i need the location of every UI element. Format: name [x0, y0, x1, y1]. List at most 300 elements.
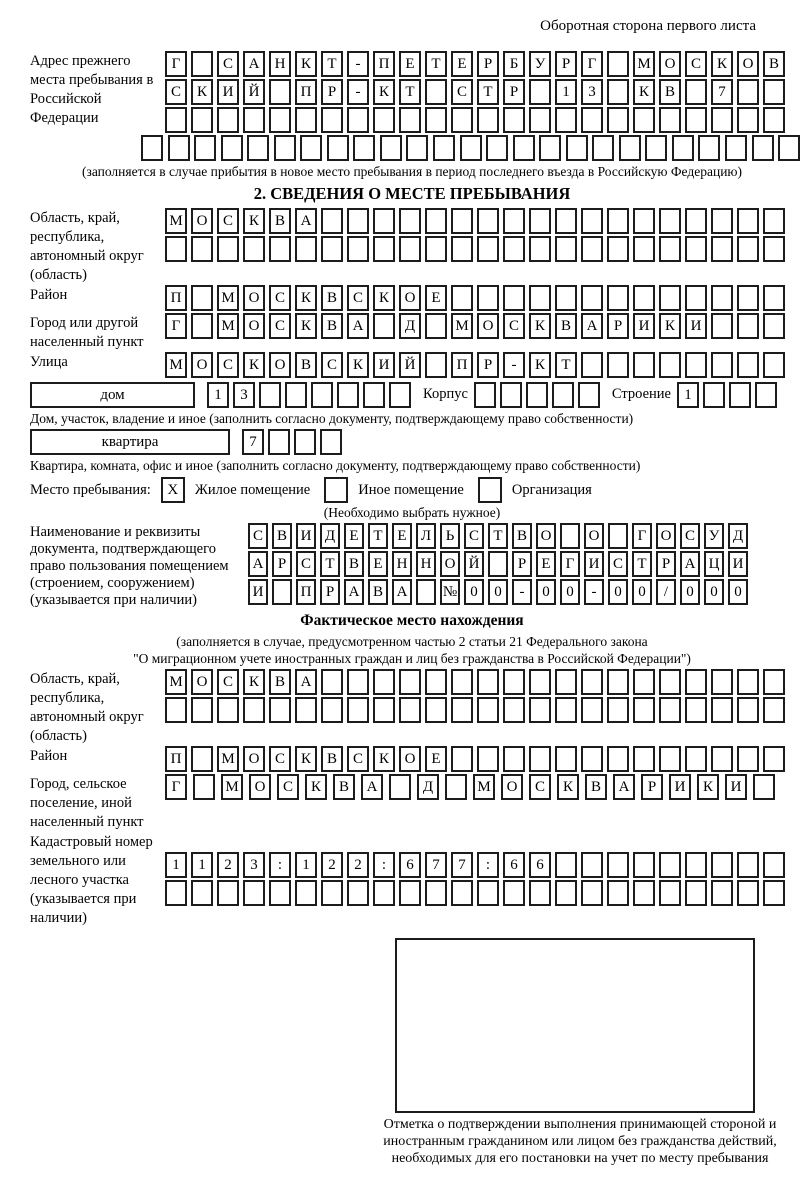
char-box[interactable]: С [269, 313, 291, 339]
char-box[interactable] [269, 880, 291, 906]
char-box[interactable] [711, 208, 733, 234]
char-box[interactable] [763, 79, 785, 105]
char-box[interactable]: С [347, 746, 369, 772]
char-box[interactable] [269, 236, 291, 262]
char-box[interactable]: С [217, 208, 239, 234]
char-box[interactable]: Й [243, 79, 265, 105]
char-box[interactable] [659, 880, 681, 906]
char-box[interactable] [529, 746, 551, 772]
char-box[interactable] [607, 107, 629, 133]
char-box[interactable] [513, 135, 535, 161]
char-box[interactable]: 2 [347, 852, 369, 878]
char-box[interactable] [451, 697, 473, 723]
char-box[interactable] [633, 697, 655, 723]
char-box[interactable] [711, 669, 733, 695]
char-box[interactable] [399, 880, 421, 906]
char-box[interactable]: О [399, 746, 421, 772]
char-box[interactable]: Ь [440, 523, 460, 549]
char-box[interactable]: Е [425, 746, 447, 772]
char-box[interactable] [425, 107, 447, 133]
char-box[interactable] [581, 880, 603, 906]
char-box[interactable]: О [191, 669, 213, 695]
char-box[interactable]: Й [464, 551, 484, 577]
char-box[interactable] [659, 697, 681, 723]
char-box[interactable]: - [503, 352, 525, 378]
char-box[interactable]: : [477, 852, 499, 878]
char-box[interactable]: Е [451, 51, 473, 77]
char-box[interactable] [581, 208, 603, 234]
char-box[interactable] [425, 79, 447, 105]
char-box[interactable] [581, 236, 603, 262]
char-box[interactable]: К [373, 79, 395, 105]
char-box[interactable]: 6 [399, 852, 421, 878]
char-box[interactable]: К [305, 774, 327, 800]
char-box[interactable] [451, 236, 473, 262]
char-box[interactable]: О [243, 285, 265, 311]
char-box[interactable]: 3 [233, 382, 255, 408]
char-box[interactable] [633, 746, 655, 772]
char-box[interactable] [755, 382, 777, 408]
char-box[interactable]: И [373, 352, 395, 378]
char-box[interactable]: 1 [677, 382, 699, 408]
char-box[interactable]: М [217, 285, 239, 311]
char-box[interactable] [477, 107, 499, 133]
char-box[interactable] [763, 880, 785, 906]
char-box[interactable] [433, 135, 455, 161]
char-box[interactable] [737, 79, 759, 105]
char-box[interactable] [607, 852, 629, 878]
char-box[interactable] [552, 382, 574, 408]
char-box[interactable]: К [659, 313, 681, 339]
char-box[interactable] [633, 236, 655, 262]
char-box[interactable] [619, 135, 641, 161]
char-box[interactable]: 0 [704, 579, 724, 605]
char-box[interactable]: К [243, 669, 265, 695]
char-box[interactable] [474, 382, 496, 408]
char-box[interactable]: - [347, 79, 369, 105]
char-box[interactable] [399, 669, 421, 695]
char-box[interactable]: Д [417, 774, 439, 800]
char-box[interactable] [217, 880, 239, 906]
char-box[interactable] [500, 382, 522, 408]
char-box[interactable]: Е [368, 551, 388, 577]
char-box[interactable]: М [451, 313, 473, 339]
char-box[interactable]: 0 [632, 579, 652, 605]
char-box[interactable] [165, 697, 187, 723]
char-box[interactable]: В [368, 579, 388, 605]
char-box[interactable]: С [217, 51, 239, 77]
char-box[interactable] [633, 208, 655, 234]
char-box[interactable] [560, 523, 580, 549]
char-box[interactable] [486, 135, 508, 161]
char-box[interactable] [555, 236, 577, 262]
char-box[interactable]: - [512, 579, 532, 605]
char-box[interactable] [566, 135, 588, 161]
char-box[interactable] [274, 135, 296, 161]
char-box[interactable] [451, 208, 473, 234]
char-box[interactable]: К [529, 313, 551, 339]
char-box[interactable] [217, 697, 239, 723]
char-box[interactable] [711, 746, 733, 772]
char-box[interactable] [633, 669, 655, 695]
char-box[interactable] [477, 285, 499, 311]
char-box[interactable] [373, 697, 395, 723]
char-box[interactable] [503, 285, 525, 311]
char-box[interactable]: О [243, 746, 265, 772]
char-box[interactable] [347, 880, 369, 906]
char-box[interactable] [607, 352, 629, 378]
char-box[interactable] [529, 880, 551, 906]
char-box[interactable] [191, 236, 213, 262]
char-box[interactable] [659, 852, 681, 878]
char-box[interactable]: 1 [165, 852, 187, 878]
char-box[interactable]: 0 [680, 579, 700, 605]
char-box[interactable] [373, 313, 395, 339]
char-box[interactable] [778, 135, 800, 161]
char-box[interactable]: Д [320, 523, 340, 549]
char-box[interactable] [272, 579, 292, 605]
char-box[interactable] [425, 313, 447, 339]
char-box[interactable]: О [656, 523, 676, 549]
char-box[interactable]: М [217, 313, 239, 339]
char-box[interactable] [347, 669, 369, 695]
char-box[interactable] [337, 382, 359, 408]
char-box[interactable] [425, 208, 447, 234]
char-box[interactable]: А [243, 51, 265, 77]
char-box[interactable] [477, 669, 499, 695]
char-box[interactable] [451, 880, 473, 906]
char-box[interactable]: В [321, 313, 343, 339]
char-box[interactable]: К [347, 352, 369, 378]
char-box[interactable]: В [321, 746, 343, 772]
char-box[interactable] [295, 880, 317, 906]
char-box[interactable]: О [501, 774, 523, 800]
char-box[interactable] [607, 79, 629, 105]
char-box[interactable] [555, 107, 577, 133]
char-box[interactable] [321, 208, 343, 234]
char-box[interactable] [529, 669, 551, 695]
char-box[interactable] [555, 208, 577, 234]
char-box[interactable] [165, 236, 187, 262]
char-box[interactable] [633, 107, 655, 133]
char-box[interactable]: 7 [425, 852, 447, 878]
char-box[interactable]: Т [555, 352, 577, 378]
char-box[interactable] [243, 107, 265, 133]
char-box[interactable]: М [221, 774, 243, 800]
char-box[interactable] [399, 697, 421, 723]
char-box[interactable] [425, 880, 447, 906]
char-box[interactable]: И [633, 313, 655, 339]
char-box[interactable]: А [581, 313, 603, 339]
char-box[interactable] [399, 208, 421, 234]
char-box[interactable] [373, 208, 395, 234]
char-box[interactable]: Т [368, 523, 388, 549]
char-box[interactable] [711, 352, 733, 378]
char-box[interactable] [737, 746, 759, 772]
char-box[interactable] [763, 852, 785, 878]
char-box[interactable]: С [680, 523, 700, 549]
char-box[interactable] [529, 697, 551, 723]
char-box[interactable] [763, 352, 785, 378]
char-box[interactable]: П [451, 352, 473, 378]
char-box[interactable] [425, 236, 447, 262]
char-box[interactable] [529, 107, 551, 133]
char-box[interactable] [347, 208, 369, 234]
char-box[interactable] [763, 669, 785, 695]
char-box[interactable]: 3 [243, 852, 265, 878]
char-box[interactable] [659, 285, 681, 311]
char-box[interactable]: Р [641, 774, 663, 800]
char-box[interactable] [711, 285, 733, 311]
char-box[interactable] [194, 135, 216, 161]
char-box[interactable] [165, 880, 187, 906]
char-box[interactable] [659, 236, 681, 262]
char-box[interactable]: 0 [488, 579, 508, 605]
char-box[interactable] [191, 107, 213, 133]
char-box[interactable]: В [512, 523, 532, 549]
char-box[interactable] [389, 774, 411, 800]
char-box[interactable]: С [347, 285, 369, 311]
char-box[interactable]: 1 [555, 79, 577, 105]
char-box[interactable]: М [217, 746, 239, 772]
char-box[interactable] [268, 429, 290, 455]
char-box[interactable]: М [165, 208, 187, 234]
char-box[interactable]: Н [269, 51, 291, 77]
char-box[interactable] [300, 135, 322, 161]
char-box[interactable] [685, 880, 707, 906]
char-box[interactable]: Р [607, 313, 629, 339]
char-box[interactable]: К [697, 774, 719, 800]
char-box[interactable]: М [473, 774, 495, 800]
char-box[interactable] [503, 208, 525, 234]
char-box[interactable] [711, 313, 733, 339]
char-box[interactable]: К [295, 746, 317, 772]
char-box[interactable] [477, 697, 499, 723]
char-box[interactable]: П [295, 79, 317, 105]
char-box[interactable]: 0 [560, 579, 580, 605]
char-box[interactable] [451, 107, 473, 133]
char-box[interactable] [141, 135, 163, 161]
char-box[interactable] [399, 236, 421, 262]
char-box[interactable]: 6 [529, 852, 551, 878]
char-box[interactable]: М [165, 669, 187, 695]
char-box[interactable] [363, 382, 385, 408]
char-box[interactable]: 7 [711, 79, 733, 105]
char-box[interactable]: Н [416, 551, 436, 577]
char-box[interactable]: Е [344, 523, 364, 549]
char-box[interactable] [373, 236, 395, 262]
char-box[interactable]: 7 [242, 429, 264, 455]
char-box[interactable]: Р [321, 79, 343, 105]
char-box[interactable]: 1 [207, 382, 229, 408]
char-box[interactable]: У [529, 51, 551, 77]
char-box[interactable]: Т [321, 51, 343, 77]
char-box[interactable]: Л [416, 523, 436, 549]
char-box[interactable] [672, 135, 694, 161]
char-box[interactable]: Р [512, 551, 532, 577]
char-box[interactable] [451, 285, 473, 311]
char-box[interactable] [763, 697, 785, 723]
char-box[interactable] [503, 236, 525, 262]
char-box[interactable] [737, 880, 759, 906]
char-box[interactable] [503, 697, 525, 723]
char-box[interactable] [406, 135, 428, 161]
char-box[interactable]: № [440, 579, 460, 605]
char-box[interactable] [581, 746, 603, 772]
char-box[interactable]: Т [632, 551, 652, 577]
char-box[interactable]: - [347, 51, 369, 77]
char-box[interactable]: К [191, 79, 213, 105]
char-box[interactable]: В [321, 285, 343, 311]
char-box[interactable] [353, 135, 375, 161]
char-box[interactable] [763, 313, 785, 339]
char-box[interactable] [555, 852, 577, 878]
char-box[interactable] [477, 880, 499, 906]
char-box[interactable] [555, 669, 577, 695]
char-box[interactable] [191, 313, 213, 339]
char-box[interactable]: А [392, 579, 412, 605]
char-box[interactable]: С [503, 313, 525, 339]
char-box[interactable] [581, 352, 603, 378]
char-box[interactable] [763, 208, 785, 234]
char-box[interactable] [737, 236, 759, 262]
char-box[interactable] [763, 746, 785, 772]
char-box[interactable]: 0 [536, 579, 556, 605]
char-box[interactable] [581, 107, 603, 133]
char-box[interactable]: 7 [451, 852, 473, 878]
char-box[interactable] [607, 285, 629, 311]
char-box[interactable] [725, 135, 747, 161]
char-box[interactable]: К [557, 774, 579, 800]
char-box[interactable] [698, 135, 720, 161]
char-box[interactable] [685, 852, 707, 878]
char-box[interactable]: 1 [191, 852, 213, 878]
char-box[interactable] [320, 429, 342, 455]
char-box[interactable]: С [217, 352, 239, 378]
char-box[interactable]: О [269, 352, 291, 378]
char-box[interactable]: Д [399, 313, 421, 339]
char-box[interactable]: Т [488, 523, 508, 549]
char-box[interactable] [752, 135, 774, 161]
char-box[interactable] [581, 697, 603, 723]
char-box[interactable]: О [659, 51, 681, 77]
char-box[interactable]: И [248, 579, 268, 605]
char-box[interactable]: 0 [728, 579, 748, 605]
char-box[interactable] [269, 79, 291, 105]
char-box[interactable] [191, 51, 213, 77]
char-box[interactable]: К [295, 313, 317, 339]
char-box[interactable]: : [269, 852, 291, 878]
char-box[interactable]: Г [165, 774, 187, 800]
char-box[interactable]: И [584, 551, 604, 577]
char-box[interactable]: С [321, 352, 343, 378]
char-box[interactable] [529, 79, 551, 105]
char-box[interactable]: 3 [581, 79, 603, 105]
char-box[interactable]: С [451, 79, 473, 105]
char-box[interactable] [451, 669, 473, 695]
char-box[interactable]: О [440, 551, 460, 577]
char-box[interactable] [607, 208, 629, 234]
char-box[interactable] [217, 236, 239, 262]
char-box[interactable] [425, 697, 447, 723]
char-box[interactable] [460, 135, 482, 161]
char-box[interactable]: С [269, 285, 291, 311]
char-box[interactable]: / [656, 579, 676, 605]
char-box[interactable]: Р [320, 579, 340, 605]
char-box[interactable] [373, 880, 395, 906]
char-box[interactable] [539, 135, 561, 161]
char-box[interactable] [295, 236, 317, 262]
char-box[interactable] [737, 852, 759, 878]
char-box[interactable] [578, 382, 600, 408]
char-box[interactable]: К [243, 352, 265, 378]
char-box[interactable]: И [728, 551, 748, 577]
char-box[interactable]: К [633, 79, 655, 105]
char-box[interactable] [503, 880, 525, 906]
char-box[interactable] [645, 135, 667, 161]
char-box[interactable] [321, 880, 343, 906]
char-box[interactable] [633, 352, 655, 378]
char-box[interactable] [711, 880, 733, 906]
char-box[interactable] [659, 107, 681, 133]
char-box[interactable] [607, 880, 629, 906]
char-box[interactable]: Р [477, 352, 499, 378]
char-box[interactable]: О [243, 313, 265, 339]
char-box[interactable] [373, 107, 395, 133]
char-box[interactable]: С [685, 51, 707, 77]
char-box[interactable]: И [217, 79, 239, 105]
char-box[interactable] [529, 285, 551, 311]
char-box[interactable]: Т [425, 51, 447, 77]
char-box[interactable] [294, 429, 316, 455]
char-box[interactable]: С [248, 523, 268, 549]
char-box[interactable] [295, 107, 317, 133]
char-box[interactable]: О [191, 208, 213, 234]
char-box[interactable]: К [373, 746, 395, 772]
char-box[interactable]: А [613, 774, 635, 800]
char-box[interactable]: Г [581, 51, 603, 77]
char-box[interactable] [380, 135, 402, 161]
char-box[interactable] [555, 880, 577, 906]
char-box[interactable]: В [555, 313, 577, 339]
char-box[interactable]: К [373, 285, 395, 311]
char-box[interactable] [685, 107, 707, 133]
char-box[interactable] [729, 382, 751, 408]
char-box[interactable]: Е [536, 551, 556, 577]
char-box[interactable]: И [296, 523, 316, 549]
char-box[interactable] [763, 285, 785, 311]
char-box[interactable] [685, 746, 707, 772]
char-box[interactable]: К [295, 285, 317, 311]
char-box[interactable] [737, 352, 759, 378]
char-box[interactable] [737, 107, 759, 133]
char-box[interactable] [737, 208, 759, 234]
char-box[interactable]: В [272, 523, 292, 549]
char-box[interactable]: Е [392, 523, 412, 549]
char-box[interactable]: Р [555, 51, 577, 77]
char-box[interactable] [555, 697, 577, 723]
char-box[interactable] [243, 236, 265, 262]
char-box[interactable]: К [295, 51, 317, 77]
char-box[interactable] [217, 107, 239, 133]
char-box[interactable] [191, 285, 213, 311]
char-box[interactable]: С [529, 774, 551, 800]
char-box[interactable] [737, 669, 759, 695]
char-box[interactable]: И [669, 774, 691, 800]
char-box[interactable] [269, 697, 291, 723]
checkbox-zhiloe-pomeshchenie[interactable]: X [161, 477, 185, 503]
char-box[interactable]: М [165, 352, 187, 378]
